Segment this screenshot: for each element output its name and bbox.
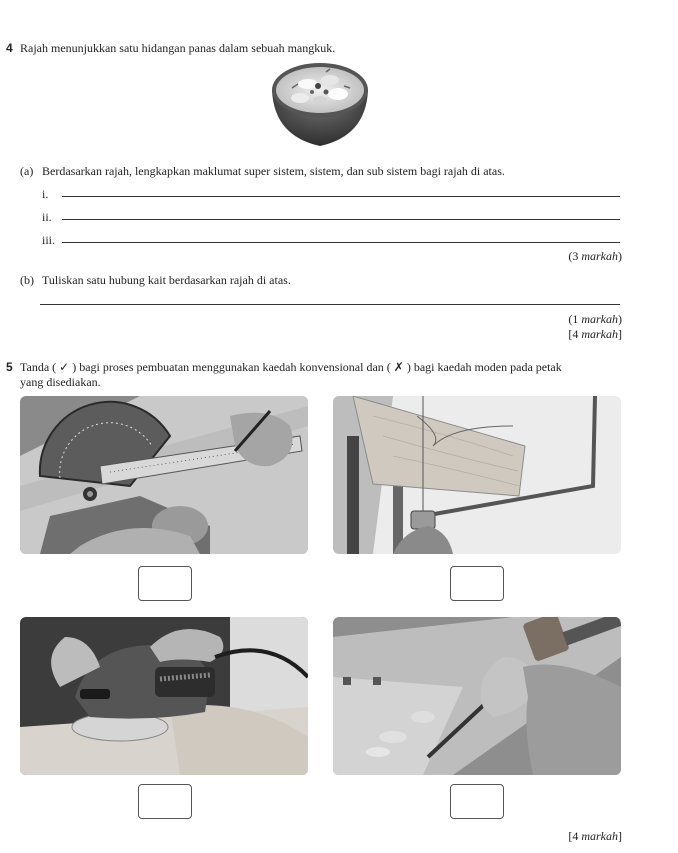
question-4-stem: Rajah menunjukkan satu hidangan panas dalam sebuah mangkuk.	[20, 41, 336, 55]
question-4-total-marks: [4 markah]	[568, 327, 622, 341]
answer-box-1[interactable]	[138, 566, 192, 601]
question-5-stem-line2: yang disediakan.	[20, 375, 101, 389]
answer-line-iii[interactable]	[62, 242, 620, 243]
part-a-text: Berdasarkan rajah, lengkapkan maklumat super sistem, sistem, dan sub sistem bagi rajah di atas.	[42, 164, 505, 178]
question-5-stem-line1: Tanda ( ✓ ) bagi proses pembuatan menggunakan kaedah konvensional dan ( ✗ ) bagi kaedah moden pada petak	[20, 360, 562, 374]
question-4-number: 4	[6, 41, 13, 55]
soup-bowl-image	[268, 58, 372, 150]
part-a-marks: (3 markah)	[568, 249, 622, 263]
photo-chisel-mallet	[333, 617, 621, 775]
question-5-number: 5	[6, 360, 13, 374]
part-b-text: Tuliskan satu hubung kait berdasarkan rajah di atas.	[42, 273, 291, 287]
question-5-total-marks: [4 markah]	[568, 829, 622, 843]
photo-orbital-sander	[20, 617, 308, 775]
answer-label-ii: ii.	[42, 210, 52, 224]
answer-line-b[interactable]	[40, 304, 620, 305]
answer-label-i: i.	[42, 187, 49, 201]
part-b-label: (b)	[20, 273, 34, 287]
answer-line-ii[interactable]	[62, 219, 620, 220]
photo-protractor-marking	[20, 396, 308, 554]
answer-box-4[interactable]	[450, 784, 504, 819]
answer-box-3[interactable]	[138, 784, 192, 819]
answer-box-2[interactable]	[450, 566, 504, 601]
answer-label-iii: iii.	[42, 233, 56, 247]
part-b-marks: (1 markah)	[568, 312, 622, 326]
photo-coping-saw	[333, 396, 621, 554]
part-a-label: (a)	[20, 164, 34, 178]
answer-line-i[interactable]	[62, 196, 620, 197]
